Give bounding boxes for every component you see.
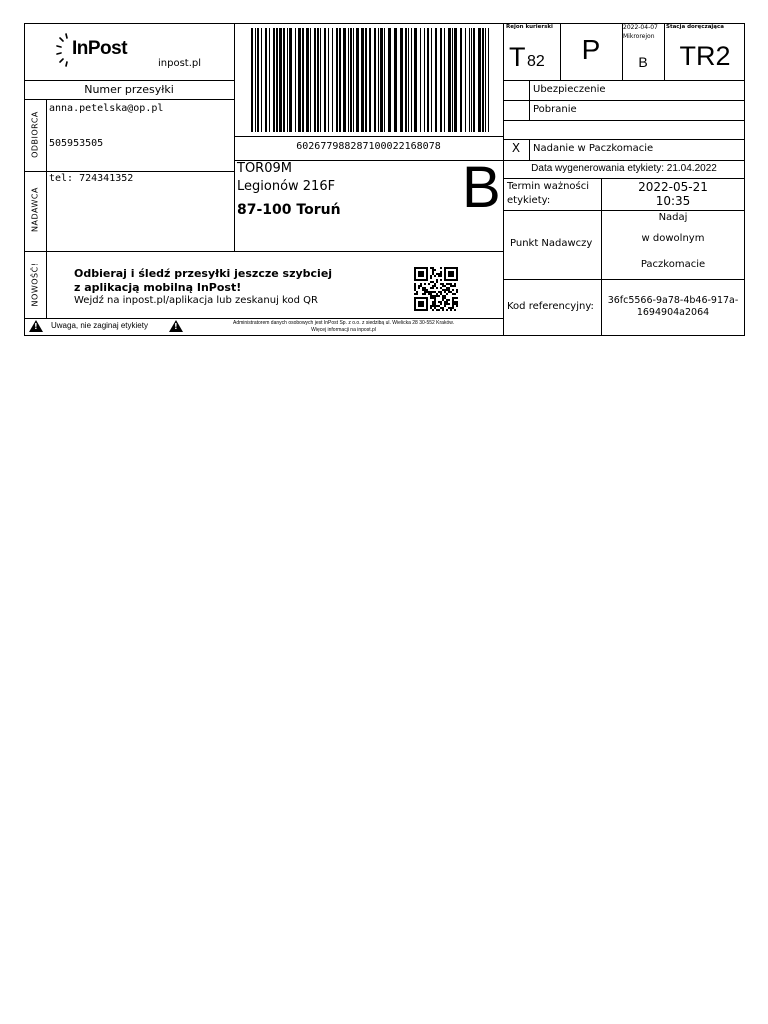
- delivery-station: TR2: [679, 41, 731, 71]
- send-point-line1: Nadaj: [658, 212, 688, 223]
- news-headline-line1: Odbieraj i śledź przesyłki jeszcze szybciej: [74, 267, 333, 280]
- courier-region-letter: T: [509, 42, 526, 72]
- insurance-label: Ubezpieczenie: [533, 84, 606, 95]
- footer-admin-line2: Więcej informacji na inpost.pl: [311, 327, 376, 333]
- courier-region-number: 82: [527, 53, 545, 70]
- receiver-email: anna.petelska@op.pl: [49, 103, 164, 114]
- brand-site: inpost.pl: [158, 58, 202, 69]
- courier-region-label: Rejon kurierski: [506, 24, 553, 30]
- routing-date: 2022-04-07: [623, 24, 658, 31]
- divider: [529, 80, 530, 120]
- divider: [503, 160, 745, 161]
- parcel-barcode: [251, 28, 491, 132]
- validity-time: 10:35: [655, 194, 691, 208]
- cod-label: Pobranie: [533, 104, 577, 115]
- reference-code-line1: 36fc5566-9a78-4b46-917a-: [607, 295, 739, 306]
- reference-label: Kod referencyjny:: [507, 301, 594, 312]
- destination-locker-code: TOR09M: [237, 161, 292, 176]
- validity-date: 2022-05-21: [638, 180, 708, 194]
- divider: [24, 171, 234, 172]
- news-section-label: NOWOŚĆ!: [30, 262, 40, 307]
- brand-logo-text: InPost: [72, 38, 128, 59]
- divider: [503, 100, 745, 101]
- divider: [503, 210, 745, 211]
- divider: [24, 99, 234, 100]
- validity-label-line2: etykiety:: [507, 195, 551, 206]
- app-qr-code: [414, 267, 458, 311]
- parcel-size: B: [462, 155, 501, 220]
- news-headline-line2: z aplikacją mobilną InPost!: [74, 281, 242, 294]
- divider: [503, 120, 745, 121]
- station-label: Stacja doręczająca: [666, 24, 724, 30]
- footer-warning: Uwaga, nie zaginaj etykiety: [51, 321, 148, 330]
- parcel-number-label: Numer przesyłki: [84, 83, 174, 96]
- locker-drop-label: Nadanie w Paczkomacie: [533, 143, 654, 154]
- send-point-label: Punkt Nadawczy: [510, 238, 593, 249]
- microregion: B: [638, 54, 648, 70]
- divider: [529, 139, 530, 160]
- divider: [234, 23, 235, 252]
- divider: [24, 318, 503, 319]
- p-code: P: [581, 34, 601, 65]
- warning-icon: [29, 320, 43, 332]
- divider: [24, 80, 234, 81]
- validity-label-line1: Termin ważności: [507, 181, 590, 192]
- sender-phone: tel: 724341352: [49, 173, 134, 184]
- destination-street: Legionów 216F: [237, 179, 336, 194]
- send-point-line3: Paczkomacie: [640, 259, 706, 270]
- reference-code-line2: 1694904a2064: [636, 307, 710, 318]
- warning-icon: [169, 320, 183, 332]
- receiver-section-label: ODBIORCA: [30, 111, 40, 158]
- news-instruction: Wejdź na inpost.pl/aplikacja lub zeskanuj kod QR: [74, 295, 318, 306]
- divider: [234, 136, 503, 137]
- divider: [503, 279, 745, 280]
- divider: [503, 178, 745, 179]
- divider: [503, 80, 745, 81]
- parcel-barcode-number: 602677988287100022168078: [296, 141, 441, 152]
- divider: [503, 23, 504, 336]
- locker-drop-mark: X: [511, 141, 521, 155]
- divider: [622, 23, 623, 81]
- send-point-line2: w dowolnym: [641, 233, 705, 244]
- sender-section-label: NADAWCA: [30, 187, 40, 232]
- divider: [24, 251, 503, 252]
- divider: [46, 99, 47, 251]
- footer-admin-line1: Administratorem danych osobowych jest InPost Sp. z o.o. z siedzibą ul. Wielicka 28 30-552 Kraków.: [233, 320, 454, 326]
- divider: [503, 139, 745, 140]
- destination-city: 87-100 Toruń: [237, 202, 341, 218]
- microregion-label: Mikrorejon: [623, 33, 655, 40]
- divider: [46, 251, 47, 318]
- label-generated-date: Data wygenerowania etykiety: 21.04.2022: [531, 163, 717, 174]
- receiver-phone: 505953505: [49, 138, 104, 149]
